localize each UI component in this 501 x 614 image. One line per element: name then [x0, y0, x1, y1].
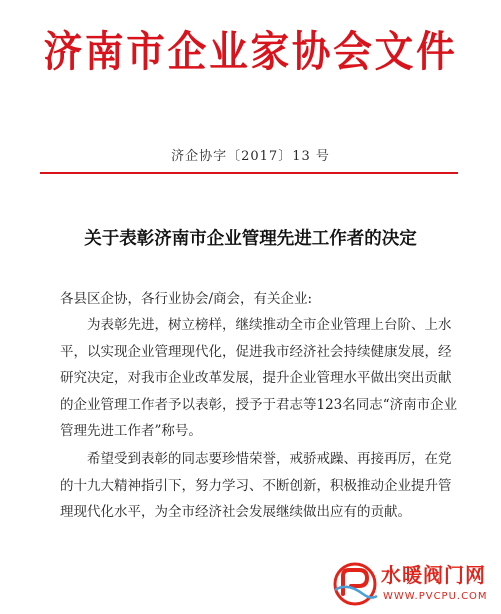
watermark-url: WWW.PVCPU.COM	[383, 591, 488, 602]
body-paragraph-2: 希望受到表彰的同志要珍惜荣誉，戒骄戒躁、再接再厉，在党的十九大精神指引下，努力学习、不断创新，积极推动企业提升管理现代化水平，为全市经济社会发展继续做出应有的贡献。	[60, 451, 452, 520]
org-header: 济南市企业家协会文件	[43, 27, 458, 76]
salutation: 各县区企协，各行业协会/商会，有关企业:	[60, 291, 313, 307]
header-divider	[40, 172, 458, 174]
document-title: 关于表彰济南市企业管理先进工作者的决定	[84, 229, 417, 249]
pipe-logo-icon	[329, 560, 381, 608]
document-number: 济企协字〔2017〕13 号	[171, 149, 330, 164]
watermark	[329, 560, 491, 608]
body-paragraph-1: 为表彰先进，树立榜样，继续推动全市企业管理上台阶、上水平，以实现企业管理现代化，促进我市经济社会持续健康发展，经研究决定，对我市企业改革发展，提升企业管理水平做出突出贡献的企业管理工作者予以表彰，授予于君志等123名同志“济南市企业管理先进工作者”称号。	[60, 317, 458, 439]
watermark-brand: 水暖阀门网	[381, 563, 486, 587]
